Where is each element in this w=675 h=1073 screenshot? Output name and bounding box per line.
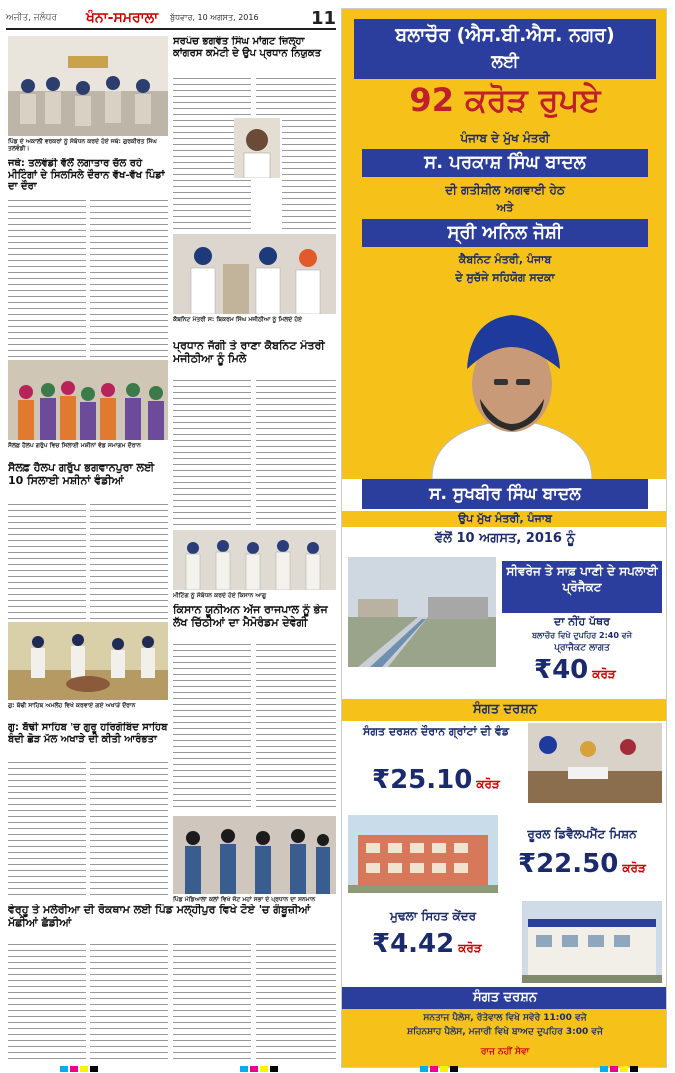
ad-total-amount: 92 ਕਰੋੜ ਰੁਪਏ bbox=[409, 81, 601, 119]
story-text-col bbox=[173, 942, 251, 1060]
ad-dcm-title: ਉਪ ਮੁੱਖ ਮੰਤਰੀ, ਪੰਜਾਬ bbox=[342, 511, 667, 527]
ad-dcm-name: ਸ. ਸੁਖਬੀਰ ਸਿੰਘ ਬਾਦਲ bbox=[362, 479, 648, 509]
ad-project1-foundation: ਦਾ ਨੀਂਹ ਪੱਥਰ bbox=[554, 615, 610, 628]
photo-health-centre bbox=[522, 901, 662, 983]
story-text-col bbox=[90, 942, 168, 1060]
ad-line1: ਪੰਜਾਬ ਦੇ ਮੁੱਖ ਮੰਤਰੀ bbox=[460, 131, 550, 145]
story-text-col bbox=[8, 760, 86, 900]
story-text-col bbox=[90, 760, 168, 900]
ad-line2: ਦੀ ਗਤੀਸ਼ੀਲ ਅਗਵਾਈ ਹੇਠ bbox=[445, 183, 565, 197]
amount-unit: ਕਰੋੜ bbox=[476, 777, 500, 791]
ad-health-amount bbox=[372, 929, 482, 959]
ad-cm-name: ਸ. ਪਰਕਾਸ਼ ਸਿੰਘ ਬਾਦਲ bbox=[362, 149, 648, 177]
ad-project1-amount bbox=[534, 655, 616, 685]
ad-rural-amount bbox=[518, 849, 646, 879]
story-text-col bbox=[90, 198, 168, 358]
photo-caption-1: ਪਿੰਡ ਦੇ ਅਕਾਲੀ ਵਰਕਰਾਂ ਨੂੰ ਸੰਬੋਧਨ ਕਰਦੇ ਹੋਏ ਜਥੇ: ਗੁਰਕੀਰਤ ਸਿੰਘ ਤਲਵੰਡੀ। bbox=[8, 138, 157, 152]
amount-unit: ਕਰੋੜ bbox=[458, 941, 482, 955]
photo-caption-kisan: ਮੀਟਿੰਗ ਨੂੰ ਸੰਬੋਧਨ ਕਰਦੇ ਹੋਏ ਕਿਸਾਨ ਆਗੂ bbox=[173, 592, 267, 599]
print-registration-strip bbox=[0, 1064, 675, 1073]
story-text-col bbox=[8, 502, 86, 620]
news-photo-women-group bbox=[8, 360, 168, 440]
government-advertisement bbox=[341, 8, 667, 1068]
headline-akhara: ਗੁ: ਬੱਢੀ ਸਾਹਿਬ 'ਚ ਗੁਰੂ ਹਰਿਗੋਬਿੰਦ ਸਾਹਿਬ ਬੰਦੀ ਛੋੜ ਮੱਲ ਅਖਾੜੇ ਦੀ ਕੀਤੀ ਆਰੰਭਤਾ bbox=[8, 722, 168, 745]
portrait-photo-sarpanch bbox=[234, 118, 280, 178]
headline-talwandi-tour: ਜਥੇ: ਤਲਵੰਡੀ ਵੱਲੋਂ ਲਗਾਤਾਰ ਚੱਲ ਰਹੇ ਮੀਟਿੰਗਾਂ ਦੇ ਸਿਲਸਿਲੇ ਦੌਰਾਨ ਵੱਖ-ਵੱਖ ਪਿੰਡਾਂ ਦਾ ਦੌਰਾ bbox=[8, 158, 165, 192]
amount-value: ₹4.42 bbox=[372, 929, 455, 959]
amount-value: ₹25.10 bbox=[372, 765, 473, 795]
ad-footer-heading: ਸੰਗਤ ਦਰਸ਼ਨ bbox=[342, 987, 667, 1009]
story-text-col bbox=[282, 118, 336, 230]
edition-label: ਅਜੀਤ, ਜਲੰਧਰ bbox=[6, 13, 58, 23]
photo-rural-building bbox=[348, 815, 498, 893]
ad-and: ਅਤੇ bbox=[496, 201, 514, 214]
amount-unit: ਕਰੋੜ bbox=[622, 861, 646, 875]
headline-sewing-machines: ਸੈਲਫ਼ ਹੈਲਪ ਗਰੁੱਪ ਭਗਵਾਨਪੁਰਾ ਲਈ 10 ਸਿਲਾਈ ਮਸ਼ੀਨਾਂ ਵੰਡੀਆਂ bbox=[8, 462, 155, 487]
ad-footer-line2: ਸ਼ਹਿਨਸ਼ਾਹ ਪੈਲੇਸ, ਮਜਾਰੀ ਵਿਖੇ ਬਾਅਦ ਦੁਪਹਿਰ 3:00 ਵਜੇ bbox=[407, 1027, 603, 1037]
photo-caption-jatt-sabha: ਪਿੰਡ ਮੰਡਿਆਲਾ ਕਲਾਂ ਵਿਖੇ ਜੱਟ ਮਹਾਂ ਸਭਾ ਦੇ ਪ੍ਰਧਾਨ ਦਾ ਸਨਮਾਨ bbox=[173, 896, 316, 903]
story-text-col bbox=[256, 76, 336, 116]
headline-jaggi-rana: ਪ੍ਰਧਾਨ ਜੱਗੀ ਤੇ ਰਾਣਾ ਕੈਬਨਿਟ ਮੰਤਰੀ ਮਜੀਠੀਆ ਨੂੰ ਮਿਲੇ bbox=[173, 340, 325, 365]
ad-minister-name: ਸ੍ਰੀ ਅਨਿਲ ਜੋਸ਼ੀ bbox=[362, 219, 648, 247]
issue-date: ਬੁੱਧਵਾਰ, 10 ਅਗਸਤ, 2016 bbox=[170, 13, 259, 22]
ad-project1-time: ਬਲਾਚੌਰ ਵਿਖੇ ਦੁਪਹਿਰ 2:40 ਵਜੇ bbox=[532, 631, 632, 640]
ad-grant-label: ਸੰਗਤ ਦਰਸ਼ਨ ਦੌਰਾਨ ਗ੍ਰਾਂਟਾਂ ਦੀ ਵੰਡ bbox=[363, 725, 509, 738]
ad-sangat-heading: ਸੰਗਤ ਦਰਸ਼ਨ bbox=[342, 699, 667, 721]
story-text-col bbox=[173, 642, 251, 812]
ad-place: ਬਲਾਚੌਰ (ਐਸ.ਬੀ.ਐਸ. ਨਗਰ) bbox=[395, 24, 615, 46]
news-photo-majithia-meeting bbox=[173, 234, 336, 314]
portrait-sukhbir-badal bbox=[412, 299, 612, 479]
ad-rural-label: ਰੂਰਲ ਡਿਵੈਲਪਮੈਂਟ ਮਿਸ਼ਨ bbox=[527, 827, 637, 841]
story-text-col bbox=[256, 942, 336, 1060]
photo-caption-2: ਸੈਲਫ਼ ਹੈਲਪ ਗਰੁੱਪ ਵਿਚ ਸਿਲਾਈ ਮਸ਼ੀਨਾਂ ਵੰਡ ਸਮਾਗਮ ਦੌਰਾਨ bbox=[8, 442, 141, 449]
ad-project1-cost-label: ਪ੍ਰਾਜੈਕਟ ਲਾਗਤ bbox=[554, 643, 610, 653]
headline-sarpanch-congress: ਸਰਪੰਚ ਭਗਵੰਤ ਸਿੰਘ ਮਾਂਗਟ ਜ਼ਿਲ੍ਹਾ ਕਾਂਗਰਸ ਕਮੇਟੀ ਦੇ ਉਪ ਪ੍ਰਧਾਨ ਨਿਯੁਕਤ bbox=[173, 36, 322, 59]
masthead: ਖੰਨਾ-ਸਮਰਾਲਾ bbox=[86, 10, 159, 26]
story-text-col bbox=[90, 502, 168, 620]
page-number: 11 bbox=[310, 7, 336, 29]
story-text-col bbox=[8, 198, 86, 358]
ad-for: ਲਈ bbox=[491, 52, 519, 72]
story-text-col bbox=[256, 642, 336, 812]
ad-footer bbox=[342, 990, 667, 1068]
ad-place-banner bbox=[354, 19, 656, 79]
news-photo-kisan-union bbox=[173, 530, 336, 590]
amount-value: ₹40 bbox=[534, 655, 589, 685]
news-photo-wrestling bbox=[8, 622, 168, 700]
ad-project1-title: ਸੀਵਰੇਜ ਤੇ ਸਾਫ਼ ਪਾਣੀ ਦੇ ਸਪਲਾਈ ਪ੍ਰੋਜੈਕਟ bbox=[502, 561, 662, 613]
ad-minister-title: ਕੈਬਨਿਟ ਮੰਤਰੀ, ਪੰਜਾਬ bbox=[458, 253, 552, 266]
ad-line3: ਦੇ ਸੁਚੱਜੇ ਸਹਿਯੋਗ ਸਦਕਾ bbox=[455, 271, 555, 284]
news-photo-jatt-sabha bbox=[173, 816, 336, 894]
photo-water-plant bbox=[348, 557, 496, 667]
ad-slogan: ਰਾਜ ਨਹੀਂ ਸੇਵਾ bbox=[480, 1047, 530, 1057]
page-header bbox=[6, 8, 336, 30]
ad-footer-line1: ਸਨਤਾਜ ਪੈਲੇਸ, ਰੱਤੇਵਾਲ ਵਿਖੇ ਸਵੇਰੇ 11:00 ਵਜੇ bbox=[423, 1013, 587, 1023]
story-text-col bbox=[8, 942, 86, 1060]
ad-by-date: ਵੱਲੋਂ 10 ਅਗਸਤ, 2016 ਨੂੰ bbox=[435, 531, 575, 546]
photo-caption-majithia: ਕੈਬਨਿਟ ਮੰਤਰੀ ਸ: ਬਿਕਰਮ ਸਿੰਘ ਮਜੀਠੀਆ ਨੂੰ ਮਿਲਦੇ ਹੋਏ bbox=[173, 316, 303, 323]
photo-sangat-darshan bbox=[528, 723, 662, 803]
ad-grant-amount bbox=[372, 765, 500, 795]
photo-caption-3: ਗੁ: ਬੱਢੀ ਸਾਹਿਬ ਅਮਲੋਹ ਵਿਖੇ ਕਰਵਾਏ ਗਏ ਅਖਾੜੇ ਦੌਰਾਨ bbox=[8, 702, 136, 709]
amount-value: ₹22.50 bbox=[518, 849, 619, 879]
headline-kisan-memorandum: ਕਿਸਾਨ ਯੂਨੀਅਨ ਅੱਜ ਰਾਜਪਾਲ ਨੂੰ ਭੇਜ ਲੱਖ ਚਿੱਠੀਆਂ ਦਾ ਮੈਮੋਰੰਡਮ ਦੇਵੇਗੀ bbox=[173, 604, 328, 629]
headline-malaria: ਵੇਰ੍ਹੂ ਤੇ ਮਲੇਰੀਆ ਦੀ ਰੋਕਥਾਮ ਲਈ ਪਿੰਡ ਮਲ੍ਹੀਪੁਰ ਵਿਖੇ ਟੋਏ 'ਚ ਗੰਬੂਜ਼ੀਆਂ ਮੱਛੀਆਂ ਛੱਡੀਆਂ bbox=[8, 904, 311, 929]
story-text-col bbox=[256, 378, 336, 528]
amount-unit: ਕਰੋੜ bbox=[592, 667, 616, 681]
news-photo-meeting bbox=[8, 36, 168, 136]
ad-health-label: ਮੁਢਲਾ ਸਿਹਤ ਕੇਂਦਰ bbox=[389, 909, 477, 923]
story-text-col bbox=[173, 378, 251, 528]
